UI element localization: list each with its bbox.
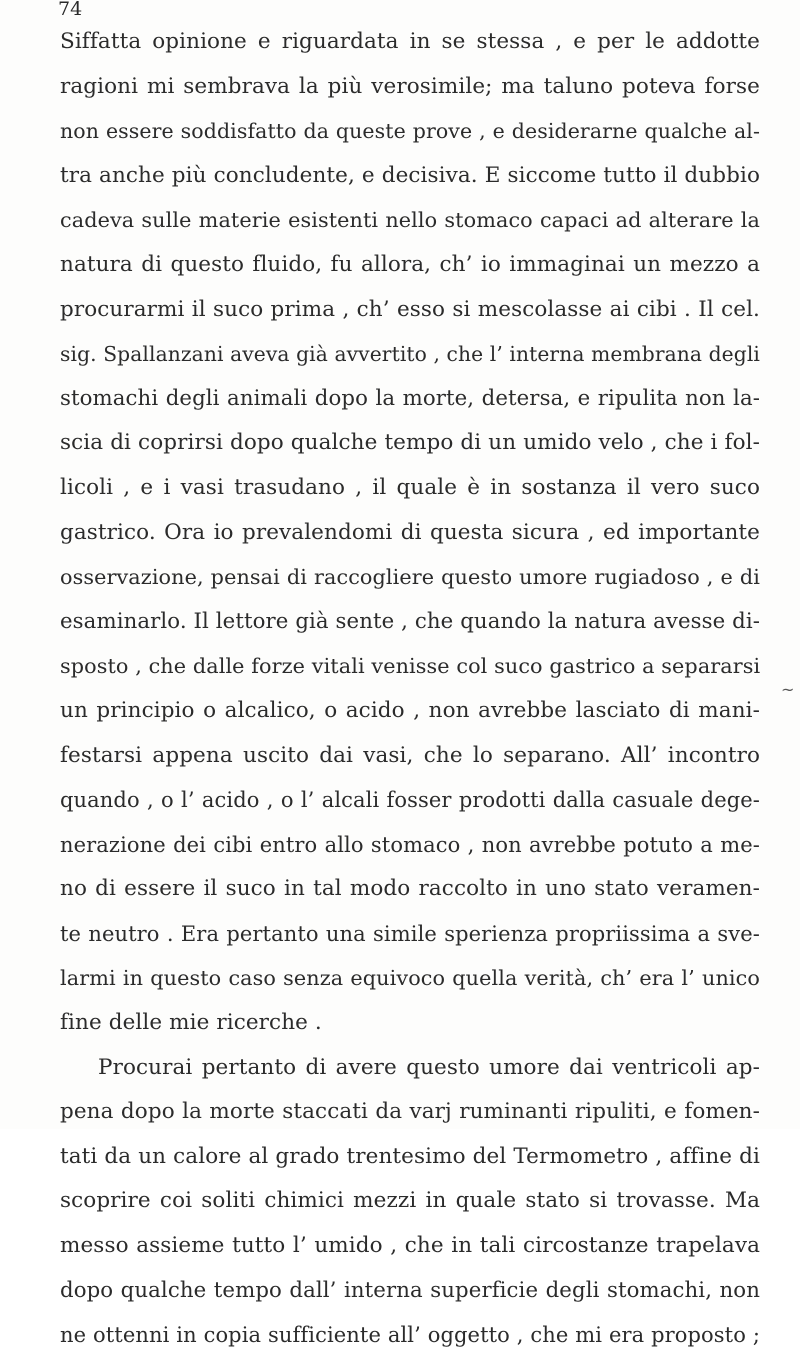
text-line: messo assieme tutto l’ umido , che in tali circostanze trapelava [60,1233,760,1259]
page-number: 74 [58,0,83,20]
text-line: nerazione dei cibi entro allo stomaco , non avrebbe potuto a me- [60,832,760,857]
text-line: sposto , che dalle forze vitali venisse col suco gastrico a separarsi [60,654,761,679]
text-line: licoli , e i vasi trasudano , il quale è in sostanza il vero suco [60,474,760,500]
text-line: Siffatta opinione e riguardata in se stessa , e per le addotte [60,29,760,54]
text-line: stomachi degli animali dopo la morte, detersa, e ripulita non la- [60,385,760,411]
margin-mark: ~ [781,680,795,699]
body-text [60,20,760,1358]
text-line: pena dopo la morte staccati da varj ruminanti ripuliti, e fomen- [60,1099,760,1125]
text-line: sig. Spallanzani aveva già avvertito , che l’ interna membrana degli [60,342,760,367]
paragraph-start-line: Procurai pertanto di avere questo umore dai ventricoli ap- [98,1054,760,1080]
text-line: tati da un calore al grado trentesimo del Termometro , affine di [60,1143,760,1169]
text-line: no di essere il suco in tal modo raccolto in uno stato veramen- [60,876,760,902]
text-line: larmi in questo caso senza equivoco quella verità, ch’ era l’ unico [60,966,760,991]
text-line: esaminarlo. Il lettore già sente , che quando la natura avesse di- [60,608,761,634]
text-line: ragioni mi sembrava la più verosimile; ma taluno poteva forse [60,73,760,99]
text-line: gastrico. Ora io prevalendomi di questa sicura , ed importante [60,519,760,545]
text-line: festarsi appena uscito dai vasi, che lo separano. All’ incontro [60,742,760,768]
text-line: scoprire coi soliti chimici mezzi in quale stato si trovasse. Ma [60,1188,760,1214]
text-line: dopo qualche tempo dall’ interna superficie degli stomachi, non [60,1277,760,1303]
text-line: un principio o alcalico, o acido , non avrebbe lasciato di mani- [60,697,760,723]
paragraph-end-line: fine delle mie ricerche . [60,1010,322,1036]
text-line: ne ottenni in copia sufficiente all’ oggetto , che mi era proposto ; [60,1323,760,1348]
text-line: natura di questo fluido, fu allora, ch’ io immaginai un mezzo a [60,251,760,277]
text-line: procurarmi il suco prima , ch’ esso si mescolasse ai cibi . Il cel. [60,296,760,322]
text-line: osservazione, pensai di raccogliere questo umore rugiadoso , e di [60,565,760,590]
text-line: non essere soddisfatto da queste prove , e desiderarne qualche al- [60,119,760,144]
text-line: tra anche più concludente, e decisiva. E siccome tutto il dubbio [60,162,760,188]
text-line: te neutro . Era pertanto una simile sperienza propriissima a sve- [60,921,760,946]
text-line: scia di coprirsi dopo qualche tempo di un umido velo , che i fol- [60,430,760,456]
text-line: cadeva sulle materie esistenti nello stomaco capaci ad alterare la [60,208,760,233]
text-line: quando , o l’ acido , o l’ alcali fosser prodotti dalla casuale dege- [60,788,760,813]
